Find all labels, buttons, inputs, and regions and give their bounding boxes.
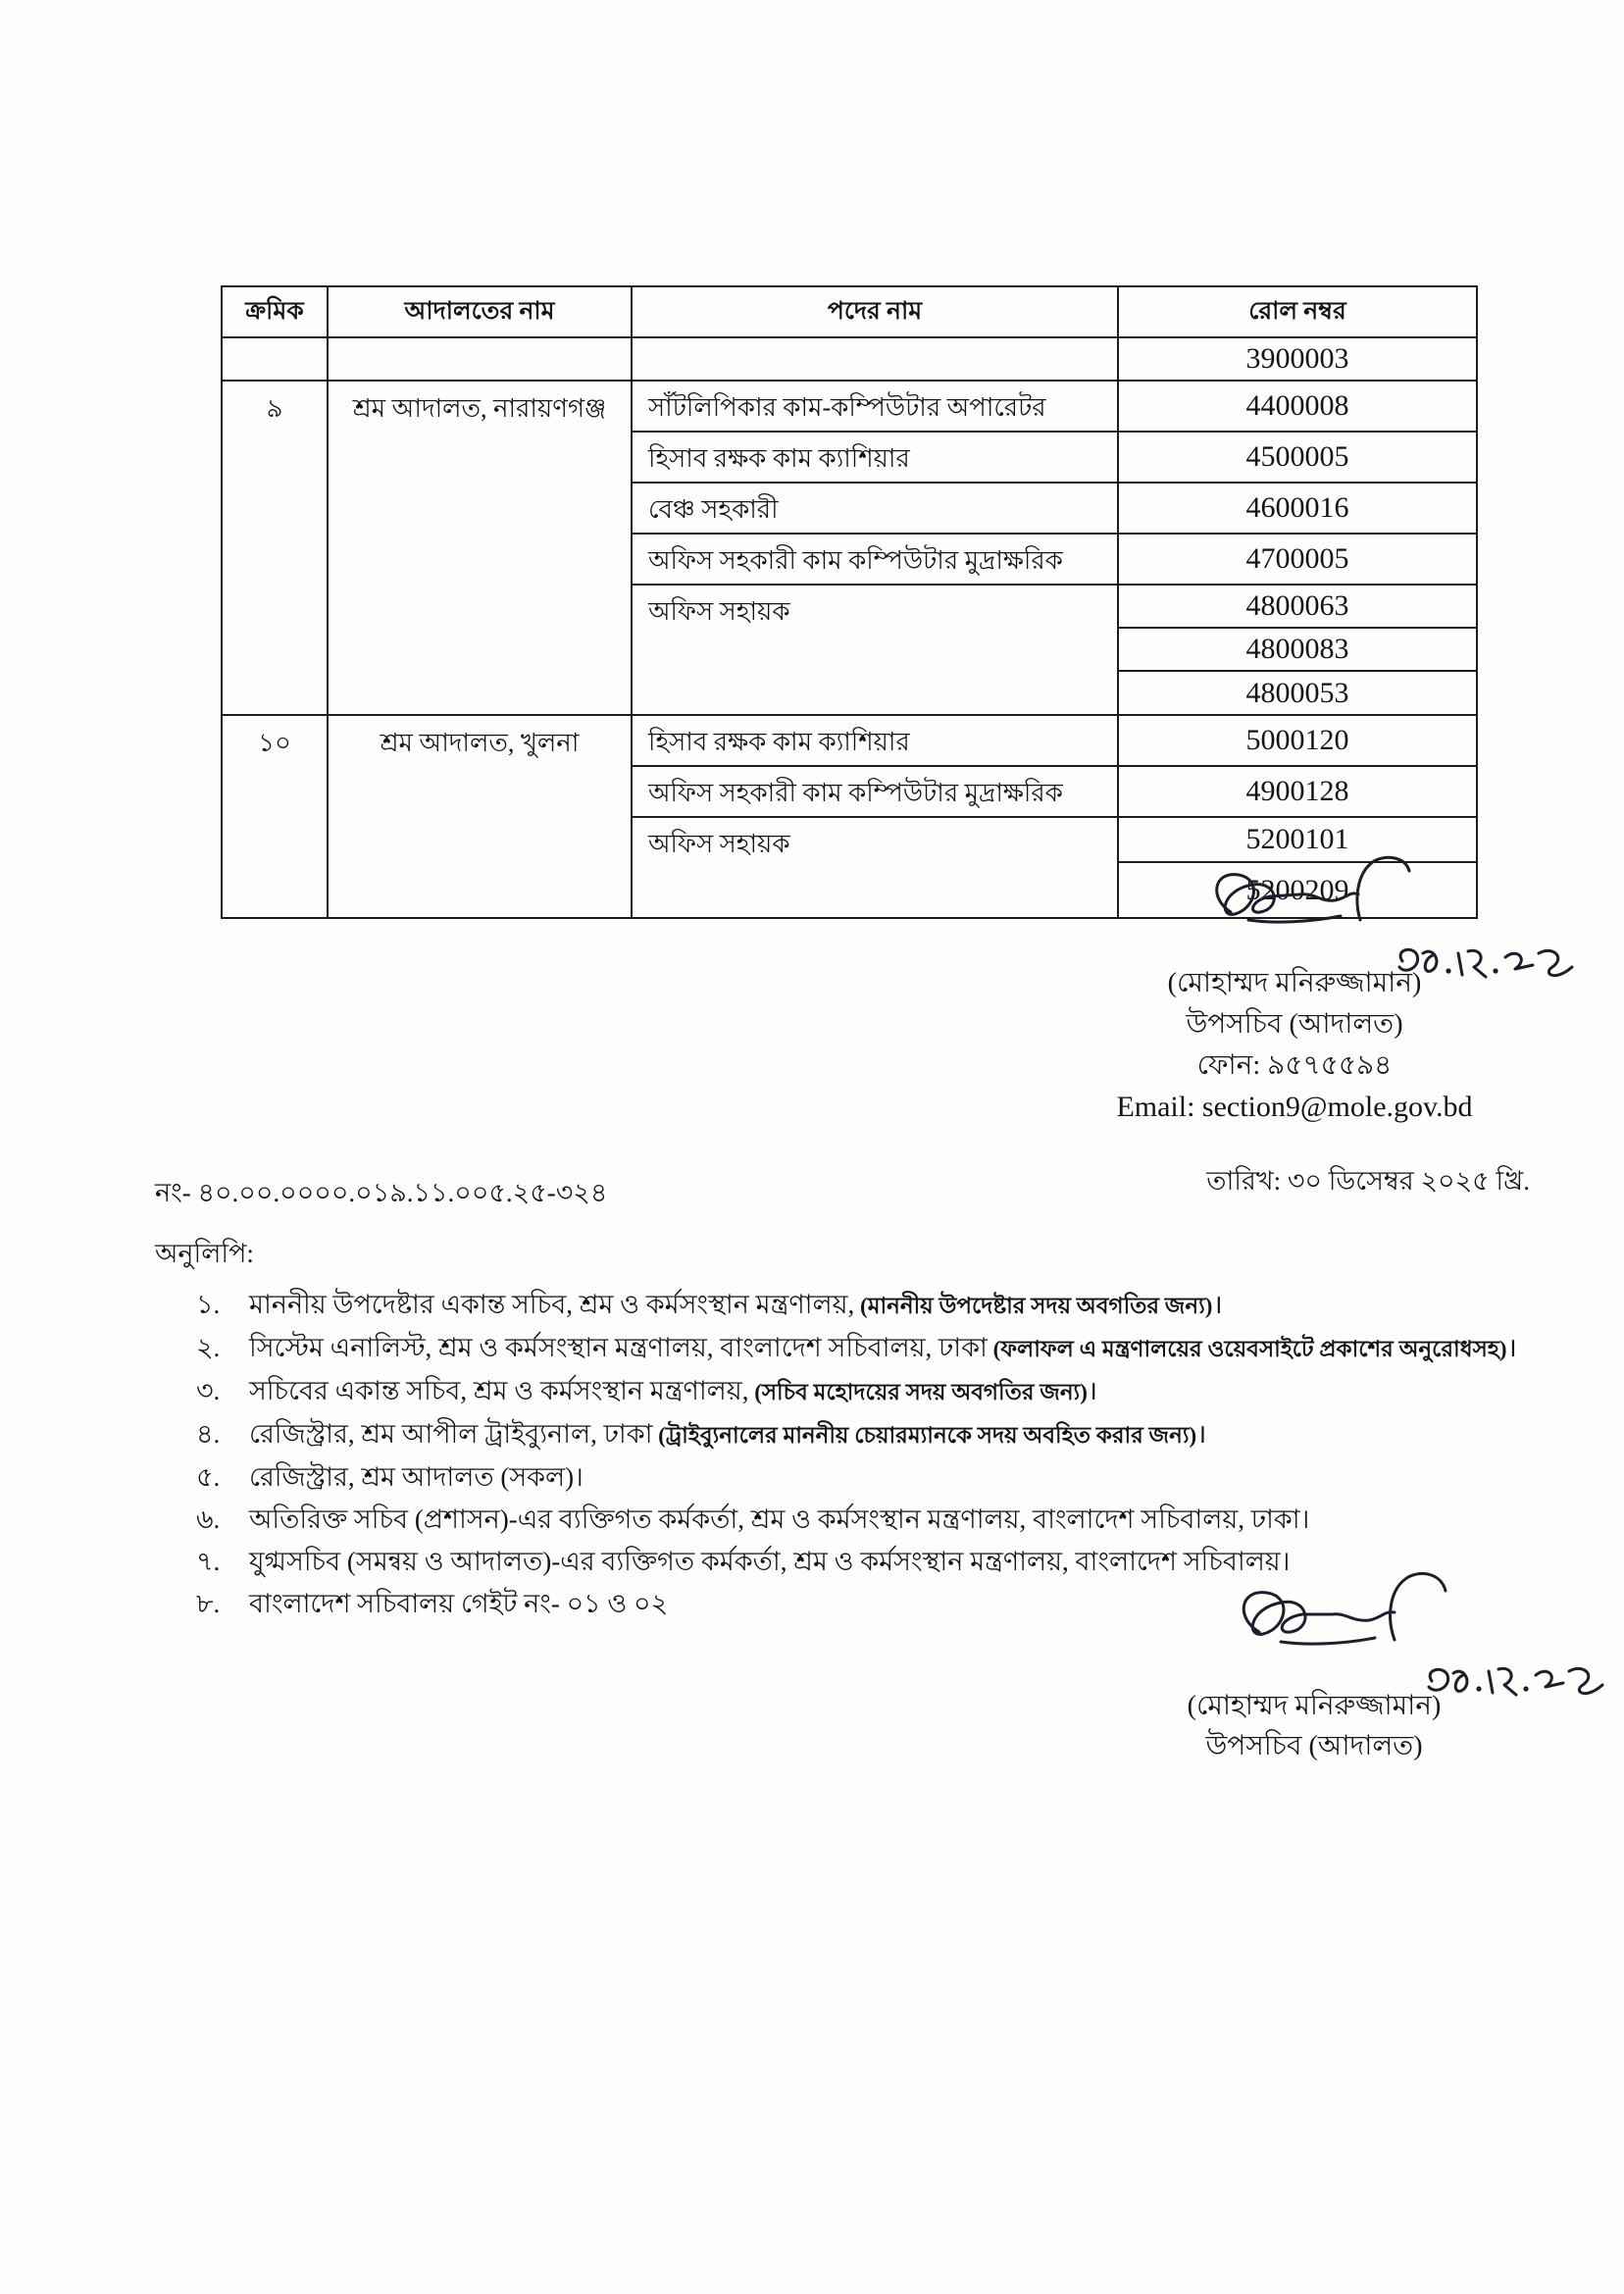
signatory-name: (মোহাম্মদ মনিরুজ্জামান): [1187, 1691, 1442, 1721]
copy-item-number: ৫.: [196, 1462, 221, 1492]
copy-signatory-block: [1089, 1686, 1540, 1766]
roll-number: 4800063: [1118, 585, 1477, 628]
copy-item-text: অতিরিক্ত সচিব (প্রশাসন)-এর ব্যক্তিগত কর্মকর্তা, শ্রম ও কর্মসংস্থান মন্ত্রণালয়, বাংলাদেশ সচিবালয়, ঢাকা।: [249, 1504, 1310, 1534]
copy-item-text: মাননীয় উপদেষ্টার একান্ত সচিব, শ্রম ও কর্মসংস্থান মন্ত্রণালয়,: [249, 1290, 855, 1319]
roll-number: 3900003: [1118, 337, 1477, 381]
copy-item-text: বাংলাদেশ সচিবালয় গেইট নং- ০১ ও ০২: [249, 1589, 669, 1618]
post-name: অফিস সহায়ক: [632, 817, 1118, 918]
copy-item: [196, 1327, 1585, 1370]
copy-item: [196, 1499, 1585, 1541]
table-row: [222, 715, 1477, 766]
roll-number: 4900128: [1118, 766, 1477, 817]
memo-date: তারিখ: ৩০ ডিসেম্বর ২০২৫ খ্রি.: [1206, 1166, 1530, 1196]
table-row: [222, 381, 1477, 432]
roll-number: 4500005: [1118, 432, 1477, 483]
copy-item-text: রেজিস্ট্রার, শ্রম আদালত (সকল)।: [249, 1462, 584, 1492]
signatory-designation: উপসচিব (আদালত): [1205, 1731, 1423, 1761]
copy-item-note: (ফলাফল এ মন্ত্রণালয়ের ওয়েবসাইটে প্রকাশের অনুরোধসহ): [992, 1337, 1507, 1361]
header-post-name: পদের নাম: [632, 286, 1118, 337]
memo-reference-number: নং- ৪০.০০.০০০০.০১৯.১১.০০৫.২৫-৩২৪: [155, 1178, 608, 1207]
copy-item-number: ৪.: [196, 1419, 221, 1449]
court-name: শ্রম আদালত, খুলনা: [328, 715, 632, 918]
post-name: অফিস সহকারী কাম কম্পিউটার মুদ্রাক্ষরিক: [632, 766, 1118, 817]
post-name: বেঞ্চ সহকারী: [632, 483, 1118, 534]
copy-item: [196, 1456, 1585, 1499]
copy-item-number: ৬.: [196, 1504, 221, 1534]
copy-item-text: সিস্টেম এনালিস্ট, শ্রম ও কর্মসংস্থান মন্ত্রণালয়, বাংলাদেশ সচিবালয়, ঢাকা: [249, 1333, 988, 1362]
signatory-designation: উপসচিব (আদালত): [1186, 1009, 1403, 1040]
table-row: [222, 337, 1477, 381]
header-court-name: আদালতের নাম: [328, 286, 632, 337]
roll-number: 5000120: [1118, 715, 1477, 766]
roll-number: 4600016: [1118, 483, 1477, 534]
roll-number: 4700005: [1118, 534, 1477, 585]
court-name: শ্রম আদালত, নারায়ণগঞ্জ: [328, 381, 632, 715]
signatory-block: [1069, 963, 1520, 1128]
roll-number: 4400008: [1118, 381, 1477, 432]
copy-heading: অনুলিপি:: [155, 1239, 254, 1268]
copy-item-number: ১.: [196, 1290, 221, 1319]
post-name: সাঁটলিপিকার কাম-কম্পিউটার অপারেটর: [632, 381, 1118, 432]
signatory-phone: ফোন: ৯৫৭৫৫৯৪: [1196, 1050, 1393, 1081]
result-table: [221, 285, 1478, 919]
roll-number: 4800083: [1118, 628, 1477, 671]
copy-item-end: ।: [1087, 1376, 1098, 1405]
header-roll-number: রোল নম্বর: [1118, 286, 1477, 337]
copy-item-number: ৩.: [196, 1376, 221, 1405]
header-serial: ক্রমিক: [222, 286, 328, 337]
table-header-row: [222, 286, 1477, 337]
copy-item-end: ।: [1212, 1290, 1223, 1319]
table-cell-empty: [328, 337, 632, 381]
serial-number: ৯: [222, 381, 328, 715]
table-cell-empty: [222, 337, 328, 381]
signatory-name: (মোহাম্মদ মনিরুজ্জামান): [1167, 968, 1422, 998]
copy-item-text: রেজিস্ট্রার, শ্রম আপীল ট্রাইব্যুনাল, ঢাকা: [249, 1419, 653, 1449]
copy-item-note: (মাননীয় উপদেষ্টার সদয় অবগতির জন্য): [860, 1294, 1213, 1318]
post-name: হিসাব রক্ষক কাম ক্যাশিয়ার: [632, 715, 1118, 766]
table-cell-empty: [632, 337, 1118, 381]
copy-item-number: ৮.: [196, 1589, 221, 1618]
copy-item-number: ৭.: [196, 1547, 221, 1576]
roll-number: 4800053: [1118, 671, 1477, 715]
copy-item-text: সচিবের একান্ত সচিব, শ্রম ও কর্মসংস্থান মন্ত্রণালয়,: [249, 1376, 749, 1405]
roll-number: 5200101: [1118, 817, 1477, 862]
copy-item: [196, 1413, 1585, 1456]
serial-number: ১০: [222, 715, 328, 918]
copy-item-number: ২.: [196, 1333, 221, 1362]
copy-item-note: (সচিব মহোদয়ের সদয় অবগতির জন্য): [754, 1380, 1088, 1404]
roll-number: 5200209: [1118, 862, 1477, 918]
copy-item-note: (ট্রাইব্যুনালের মাননীয় চেয়ারম্যানকে সদয় অবহিত করার জন্য): [658, 1423, 1197, 1448]
copy-item: [196, 1370, 1585, 1413]
copy-item-text: যুগ্মসচিব (সমন্বয় ও আদালত)-এর ব্যক্তিগত কর্মকর্তা, শ্রম ও কর্মসংস্থান মন্ত্রণালয়, বাংলাদেশ সচিবালয়।: [249, 1547, 1291, 1576]
copy-item: [196, 1284, 1585, 1327]
signatory-email: Email: section9@mole.gov.bd: [1116, 1091, 1473, 1123]
post-name: হিসাব রক্ষক কাম ক্যাশিয়ার: [632, 432, 1118, 483]
post-name: অফিস সহকারী কাম কম্পিউটার মুদ্রাক্ষরিক: [632, 534, 1118, 585]
post-name: অফিস সহায়ক: [632, 585, 1118, 715]
copy-item-end: ।: [1506, 1333, 1517, 1362]
copy-item-end: ।: [1196, 1419, 1207, 1449]
